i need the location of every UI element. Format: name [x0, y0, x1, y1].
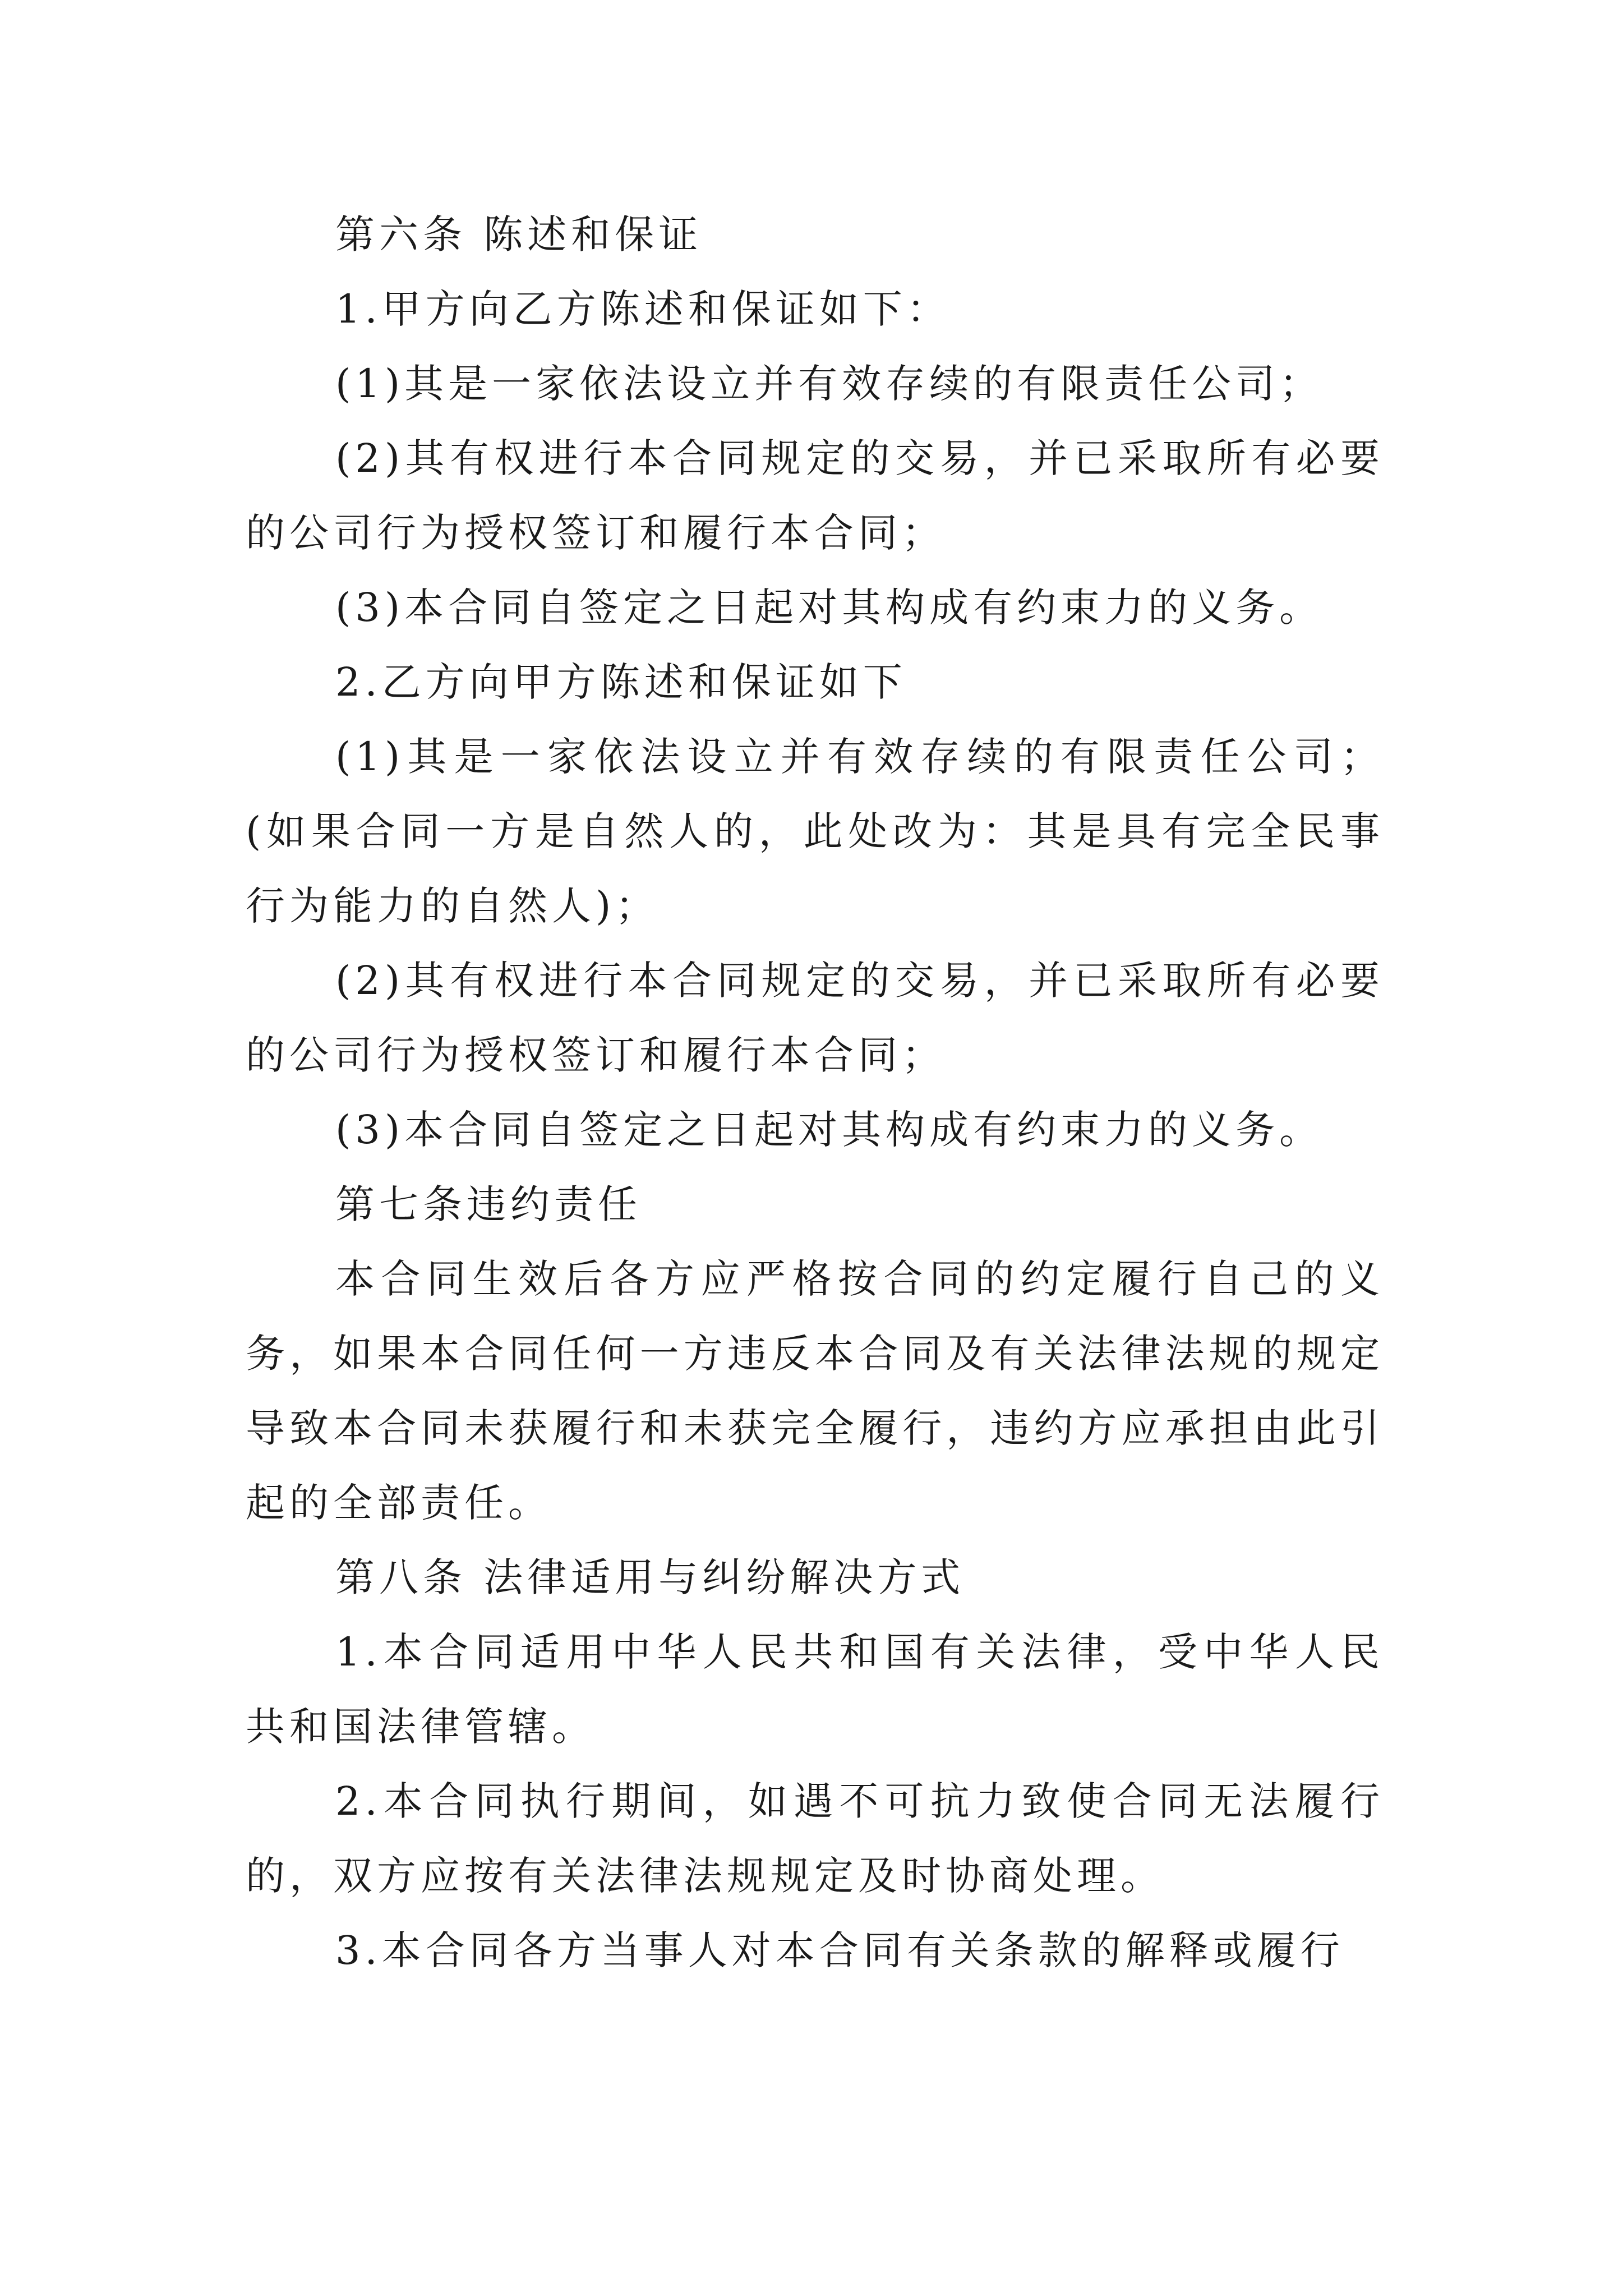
document-body [246, 197, 1384, 1988]
article-7-body: 本合同生效后各方应严格按合同的约定履行自己的义务，如果本合同任何一方违反本合同及有关法律法规的规定导致本合同未获履行和未获完全履行，违约方应承担由此引起的全部责任。 [246, 1256, 1384, 1526]
article-8-item-3: 3.本合同各方当事人对本合同有关条款的解释或履行 [335, 1927, 1344, 1973]
party-b-item-2: (2)其有权进行本合同规定的交易，并已采取所有必要的公司行为授权签订和履行本合同； [246, 958, 1384, 1078]
article-8-item-2: 2.本合同执行期间，如遇不可抗力致使合同无法履行的，双方应按有关法律法规规定及时协商处理。 [246, 1778, 1384, 1899]
article-8-heading: 第八条 法律适用与纠纷解决方式 [335, 1554, 965, 1600]
party-a-item-3: (3)本合同自签定之日起对其构成有约束力的义务。 [335, 585, 1324, 631]
party-b-item-3: (3)本合同自签定之日起对其构成有约束力的义务。 [335, 1107, 1324, 1153]
article-6-heading: 第六条 陈述和保证 [335, 211, 703, 257]
party-a-item-1: (1)其是一家依法设立并有效存续的有限责任公司； [335, 361, 1324, 407]
article-7-heading: 第七条违约责任 [335, 1181, 642, 1227]
party-b-representations-intro: 2.乙方向甲方陈述和保证如下 [335, 659, 907, 705]
article-8-item-1: 1.本合同适用中华人民共和国有关法律，受中华人民共和国法律管辖。 [246, 1629, 1384, 1750]
party-a-representations-intro: 1.甲方向乙方陈述和保证如下： [335, 286, 951, 332]
party-a-item-2: (2)其有权进行本合同规定的交易，并已采取所有必要的公司行为授权签订和履行本合同； [246, 435, 1384, 556]
party-b-item-1: (1)其是一家依法设立并有效存续的有限责任公司；(如果合同一方是自然人的，此处改为：其是具有完全民事行为能力的自然人)； [246, 734, 1384, 929]
